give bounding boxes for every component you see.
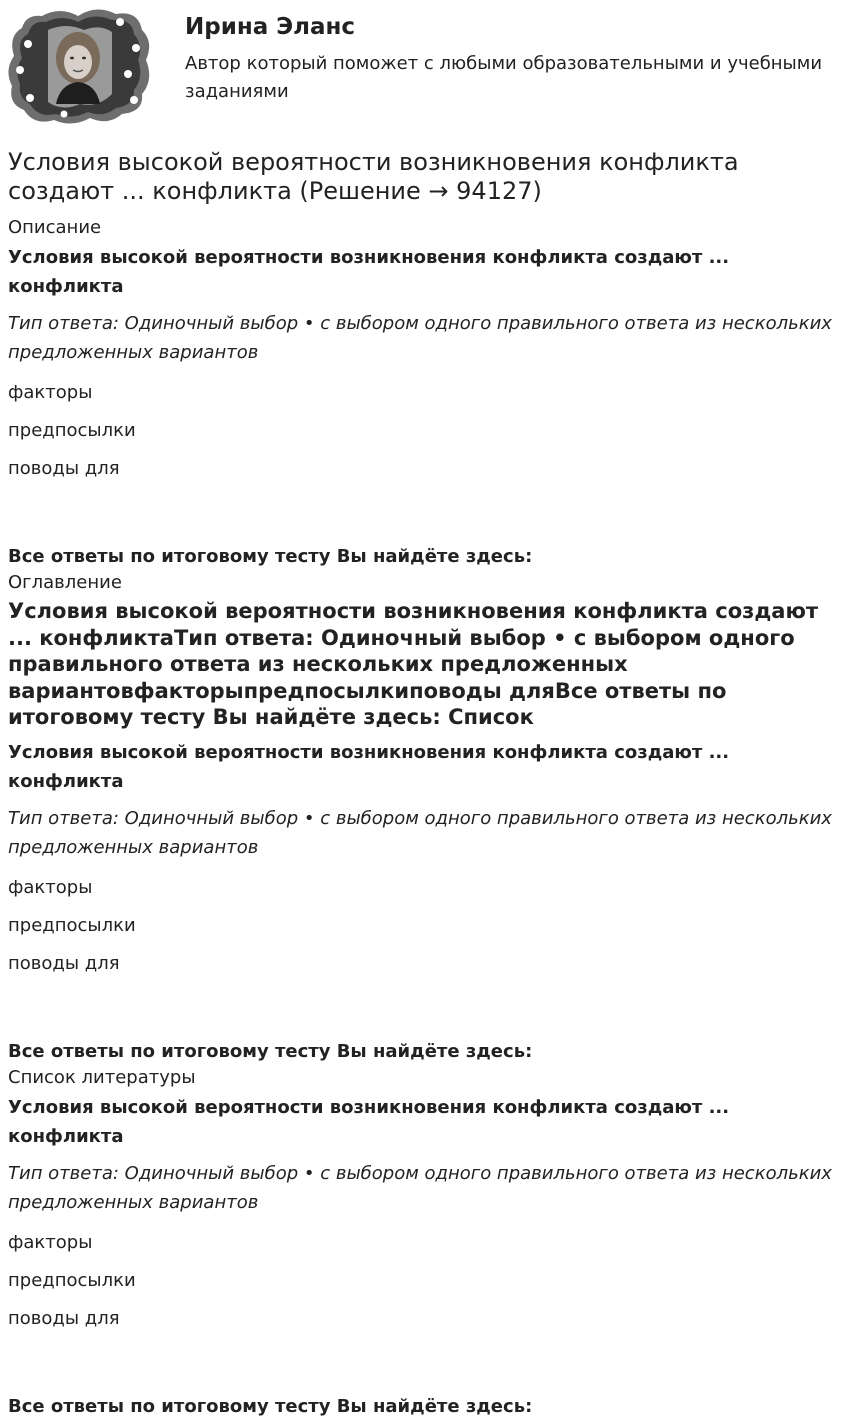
answer-type: Тип ответа: Одиночный выбор • с выбором одного правильного ответа из нескольких предложенных вариантов — [8, 1163, 832, 1213]
question-title: Условия высокой вероятности возникновения конфликта создают ... конфликта — [8, 247, 730, 297]
avatar-image — [8, 8, 150, 126]
answer-type: Тип ответа: Одиночный выбор • с выбором одного правильного ответа из нескольких предложенных вариантов — [8, 807, 832, 858]
answer-option: поводы для — [8, 1308, 120, 1329]
author-name: Ирина Эланс — [185, 14, 356, 40]
author-header — [8, 8, 838, 126]
section-label-toc: Оглавление — [8, 572, 122, 593]
answer-option: факторы — [8, 876, 93, 898]
answer-option: поводы для — [8, 952, 120, 974]
answer-option: поводы для — [8, 458, 120, 479]
description-section — [8, 216, 838, 569]
section-label-literature: Список литературы — [8, 1067, 196, 1088]
page-title: Условия высокой вероятности возникновения конфликта создают ... конфликта (Решение → 94127) — [8, 148, 739, 205]
author-avatar — [8, 8, 150, 126]
section-label-description: Описание — [8, 217, 102, 238]
all-answers-note: Все ответы по итоговому тесту Вы найдёте здесь: — [8, 546, 533, 567]
author-description: Автор который поможет с любыми образовательными и учебными заданиями — [185, 53, 823, 102]
question-title: Условия высокой вероятности возникновения конфликта создают ... конфликта — [8, 741, 730, 792]
answer-option: предпосылки — [8, 1270, 136, 1291]
toc-section — [8, 571, 838, 1064]
answer-option: предпосылки — [8, 914, 136, 936]
answer-option: факторы — [8, 382, 93, 403]
all-answers-note: Все ответы по итоговому тесту Вы найдёте здесь: — [8, 1396, 533, 1417]
all-answers-note: Все ответы по итоговому тесту Вы найдёте здесь: — [8, 1040, 533, 1062]
literature-section — [8, 1066, 838, 1419]
toc-text: Условия высокой вероятности возникновения конфликта создают ... конфликтаТип ответа: Одиночный выбор • с выбором одного правильного ответа из нескольких предложенных вариантовфакторыпредпосылкиповоды дляВсе ответы по итоговому тесту Вы найдёте здесь: Список — [8, 599, 819, 729]
answer-option: факторы — [8, 1232, 93, 1253]
question-title: Условия высокой вероятности возникновения конфликта создают ... конфликта — [8, 1097, 730, 1147]
answer-type: Тип ответа: Одиночный выбор • с выбором одного правильного ответа из нескольких предложенных вариантов — [8, 313, 832, 363]
answer-option: предпосылки — [8, 420, 136, 441]
